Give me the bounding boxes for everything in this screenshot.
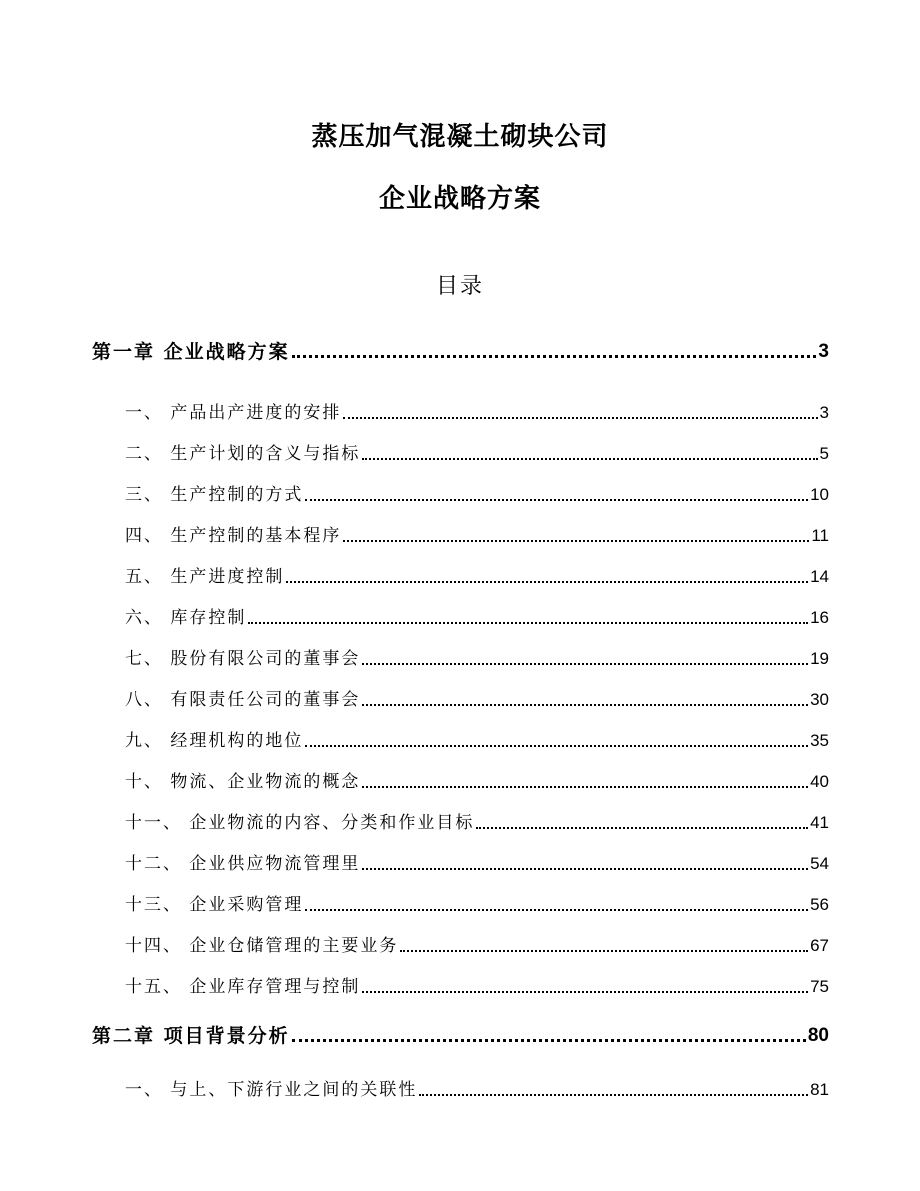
toc-entry-label: 第一章 企业战略方案 [92,341,290,363]
toc-entry-label: 八、 有限责任公司的董事会 [125,690,361,710]
toc-entry-label: 十四、 企业仓储管理的主要业务 [125,936,399,956]
toc-entry[interactable] [92,927,829,957]
toc-entry-page: 11 [811,526,829,545]
toc-leader [400,950,808,952]
toc-leader [476,827,808,829]
toc-entry[interactable] [92,886,829,916]
toc-leader [343,540,809,542]
toc-entry-label: 四、 生产控制的基本程序 [125,526,342,546]
toc-leader [248,622,808,624]
toc-entry-page: 5 [819,444,829,463]
toc-entry-page: 3 [819,403,829,422]
toc-entry-page: 40 [810,772,829,791]
toc-entry[interactable] [92,681,829,711]
toc-entry-page: 16 [810,608,829,627]
toc-entry[interactable] [92,558,829,588]
toc-leader [292,1039,806,1042]
toc-entry-label: 一、 产品出产进度的安排 [125,403,342,423]
toc-entry-label: 五、 生产进度控制 [125,567,285,587]
toc-entry-label: 一、 与上、下游行业之间的关联性 [125,1080,418,1100]
toc-entry-label: 十三、 企业采购管理 [125,895,304,915]
toc-entry-page: 67 [810,936,829,955]
toc-entry-page: 56 [810,895,829,914]
toc-leader [305,909,808,911]
toc-entry-page: 41 [810,813,829,832]
toc-entry-page: 54 [810,854,829,873]
toc-entry-page: 10 [810,485,829,504]
toc-entry-page: 14 [810,567,829,586]
toc-entry[interactable] [92,845,829,875]
toc-entry-label: 九、 经理机构的地位 [125,731,304,751]
toc-leader [305,499,808,501]
toc-entry-label: 第二章 项目背景分析 [92,1025,290,1047]
toc-entry-page: 80 [807,1025,829,1046]
toc-leader [362,868,808,870]
toc-entry[interactable] [92,476,829,506]
toc-entry-page: 30 [810,690,829,709]
toc-entry-chapter-2[interactable] [92,1017,829,1047]
toc-entry[interactable] [92,394,829,424]
toc-entry-label: 七、 股份有限公司的董事会 [125,649,361,669]
toc-entry-page: 19 [810,649,829,668]
toc-entry-label: 十五、 企业库存管理与控制 [125,977,361,997]
toc-entry-page: 35 [810,731,829,750]
toc-entry-label: 十、 物流、企业物流的概念 [125,772,361,792]
toc-entry[interactable] [92,804,829,834]
toc-entry[interactable] [92,517,829,547]
toc-entry-label: 六、 库存控制 [125,608,247,628]
toc-entry-page: 75 [810,977,829,996]
toc-entry[interactable] [92,599,829,629]
toc-entry-page: 81 [810,1080,829,1099]
toc-leader [343,417,817,419]
toc-entry-chapter-1[interactable] [92,333,829,363]
toc-entry[interactable] [92,763,829,793]
toc-entry[interactable] [92,722,829,752]
toc-leader [362,991,808,993]
toc-entry[interactable] [92,968,829,998]
toc-entry-label: 十二、 企业供应物流管理里 [125,854,361,874]
toc-leader [362,786,808,788]
toc-entry-label: 二、 生产计划的含义与指标 [125,444,361,464]
toc-heading: 目录 [435,274,484,299]
toc-leader [305,745,808,747]
toc-entry[interactable] [92,1071,829,1101]
toc-leader [419,1094,808,1096]
toc-leader [286,581,808,583]
toc-entry-label: 十一、 企业物流的内容、分类和作业目标 [125,813,475,833]
toc-leader [292,355,817,358]
toc-leader [362,663,808,665]
toc-entry[interactable] [92,435,829,465]
toc-entry[interactable] [92,640,829,670]
document-title: 蒸压加气混凝土砌块公司 [311,122,609,152]
document-subtitle: 企业战略方案 [378,184,541,214]
toc-leader [362,458,817,460]
toc-entry-label: 三、 生产控制的方式 [125,485,304,505]
toc-entry-page: 3 [818,341,829,362]
toc-leader [362,704,808,706]
